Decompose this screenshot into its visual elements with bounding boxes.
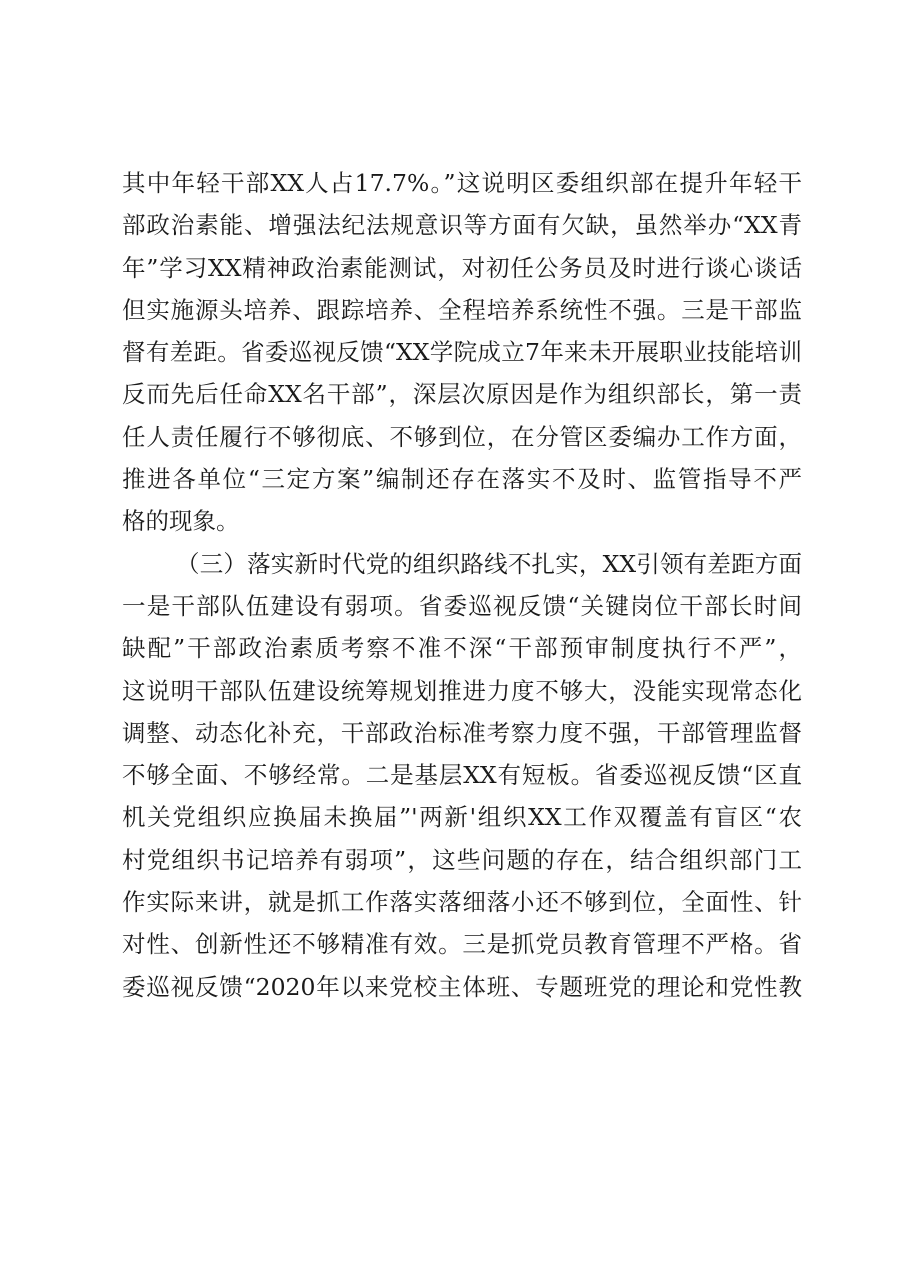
text-line: 机关党组织应换届未换届”'两新'组织XX工作双覆盖有盲区“农 [122, 803, 802, 832]
section-heading-line: （三）落实新时代党的组织路线不扎实，XX引领有差距方面 [176, 549, 802, 578]
text-line: 但实施源头培养、跟踪培养、全程培养系统性不强。三是干部监 [122, 295, 802, 324]
text-line: 调整、动态化补充，干部政治标准考察力度不强，干部管理监督 [122, 718, 802, 747]
text-line: 部政治素能、增强法纪法规意识等方面有欠缺，虽然举办“XX青 [122, 211, 802, 240]
text-line: 年”学习XX精神政治素能测试，对初任公务员及时进行谈心谈话 [122, 253, 802, 282]
text-line: 不够全面、不够经常。二是基层XX有短板。省委巡视反馈“区直 [122, 761, 802, 790]
text-line: 对性、创新性还不够精准有效。三是抓党员教育管理不严格。省 [122, 930, 802, 959]
text-line: 推进各单位“三定方案”编制还存在落实不及时、监管指导不严 [122, 465, 802, 494]
text-line: 这说明干部队伍建设统筹规划推进力度不够大，没能实现常态化 [122, 676, 802, 705]
text-line: 村党组织书记培养有弱项”，这些问题的存在，结合组织部门工 [122, 845, 802, 874]
text-line: 其中年轻干部XX人占17.7%。”这说明区委组织部在提升年轻干 [122, 169, 802, 197]
text-line: 委巡视反馈“2020年以来党校主体班、专题班党的理论和党性教 [122, 972, 802, 1001]
text-line: 督有差距。省委巡视反馈“XX学院成立7年来未开展职业技能培训 [122, 338, 802, 367]
text-line: 任人责任履行不够彻底、不够到位，在分管区委编办工作方面， [122, 422, 802, 451]
text-line: 反而先后任命XX名干部”，深层次原因是作为组织部长，第一责 [122, 380, 802, 409]
text-line: 一是干部队伍建设有弱项。省委巡视反馈“关键岗位干部长时间 [122, 591, 802, 620]
text-line: 作实际来讲，就是抓工作落实落细落小还不够到位，全面性、针 [122, 888, 802, 917]
text-line: 缺配”干部政治素质考察不准不深“干部预审制度执行不严”， [122, 634, 802, 663]
document-body [122, 162, 802, 1008]
text-line: 格的现象。 [122, 507, 240, 536]
